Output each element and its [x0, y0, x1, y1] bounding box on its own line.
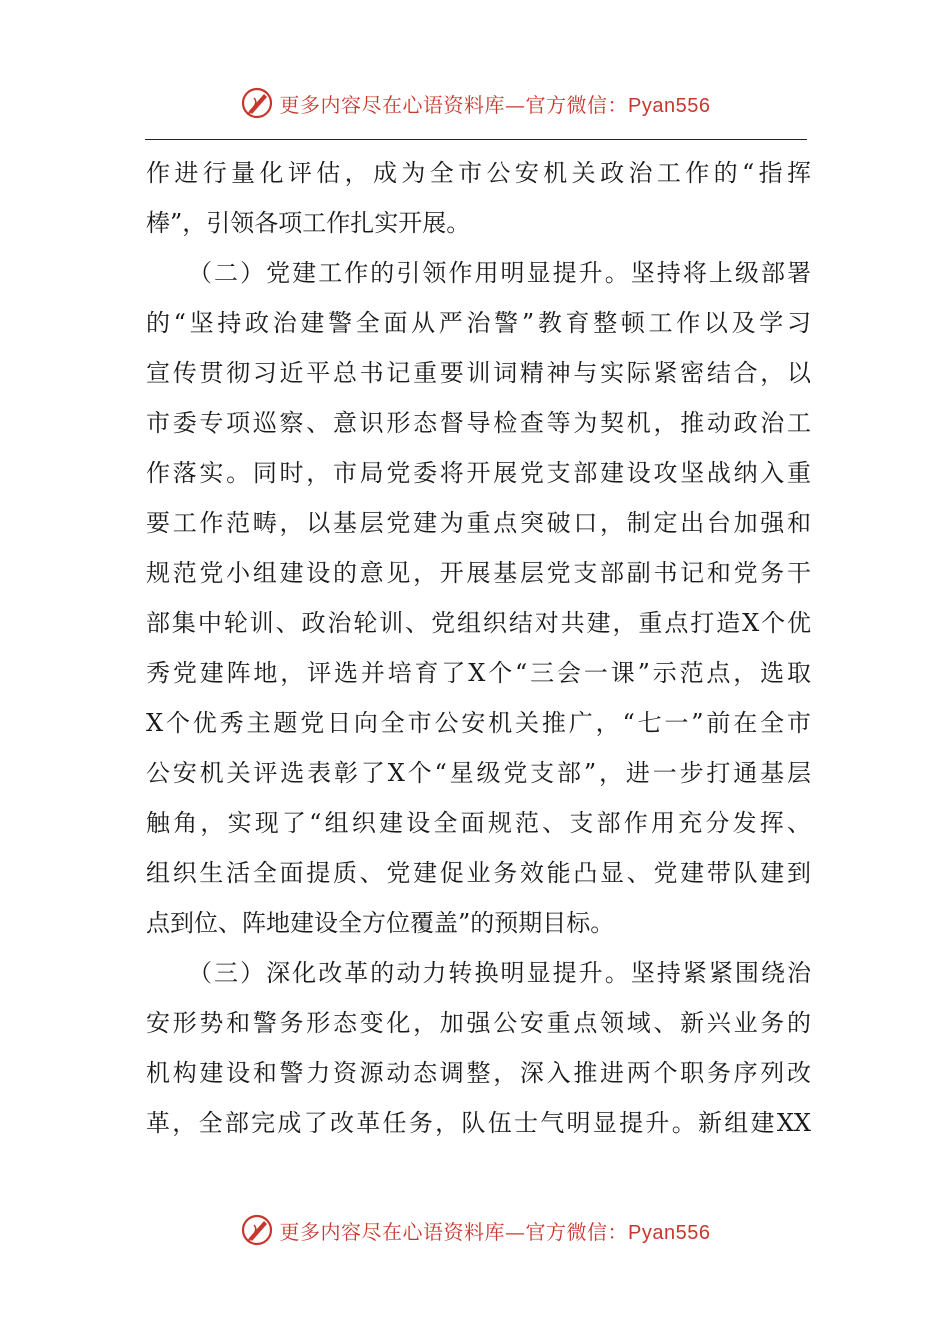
text-line: （三）深化改革的动力转换明显提升。坚持紧紧围绕治	[188, 959, 811, 987]
text-line: 点到位、阵地建设全方位覆盖”的预期目标。	[146, 909, 615, 937]
pen-logo-icon	[240, 1213, 274, 1247]
header-divider	[145, 139, 807, 140]
text-line: 市委专项巡察、意识形态督导检查等为契机，推动政治工	[146, 409, 811, 437]
text-line: 规范党小组建设的意见，开展基层党支部副书记和党务干	[146, 559, 811, 587]
document-body	[146, 148, 811, 1148]
footer-wechat-id: Pyan556	[628, 1221, 711, 1244]
text-line: 安形势和警务形态变化，加强公安重点领域、新兴业务的	[146, 1009, 811, 1037]
pen-logo-icon	[240, 86, 274, 120]
text-line: 作进行量化评估，成为全市公安机关政治工作的“指挥	[146, 159, 811, 187]
text-line: 公安机关评选表彰了X个“星级党支部”，进一步打通基层	[146, 759, 811, 787]
header-banner-label: 更多内容尽在心语资料库—官方微信：	[279, 92, 629, 117]
header-banner	[0, 83, 950, 123]
text-line: 组织生活全面提质、党建促业务效能凸显、党建带队建到	[146, 859, 811, 887]
text-line: 作落实。同时，市局党委将开展党支部建设攻坚战纳入重	[146, 459, 811, 487]
text-line: 秀党建阵地，评选并培育了X个“三会一课”示范点，选取	[146, 659, 811, 687]
text-line: 触角，实现了“组织建设全面规范、支部作用充分发挥、	[146, 809, 811, 837]
footer-banner-text	[280, 1216, 711, 1245]
text-line: 部集中轮训、政治轮训、党组织结对共建，重点打造X个优	[146, 609, 811, 637]
text-line: 要工作范畴，以基层党建为重点突破口，制定出台加强和	[146, 509, 811, 537]
text-line: （二）党建工作的引领作用明显提升。坚持将上级部署	[188, 259, 811, 287]
header-wechat-id: Pyan556	[628, 94, 711, 117]
text-line: 宣传贯彻习近平总书记重要训词精神与实际紧密结合，以	[146, 359, 811, 387]
footer-banner	[0, 1210, 950, 1250]
text-line: X个优秀主题党日向全市公安机关推广，“七一”前在全市	[146, 709, 811, 737]
text-line: 革，全部完成了改革任务，队伍士气明显提升。新组建XX	[146, 1109, 811, 1137]
header-banner-text	[280, 89, 711, 118]
footer-banner-label: 更多内容尽在心语资料库—官方微信：	[279, 1219, 629, 1244]
text-line: 机构建设和警力资源动态调整，深入推进两个职务序列改	[146, 1059, 811, 1087]
text-line: 棒”，引领各项工作扎实开展。	[146, 209, 471, 237]
text-line: 的“坚持政治建警全面从严治警”教育整顿工作以及学习	[146, 309, 811, 337]
